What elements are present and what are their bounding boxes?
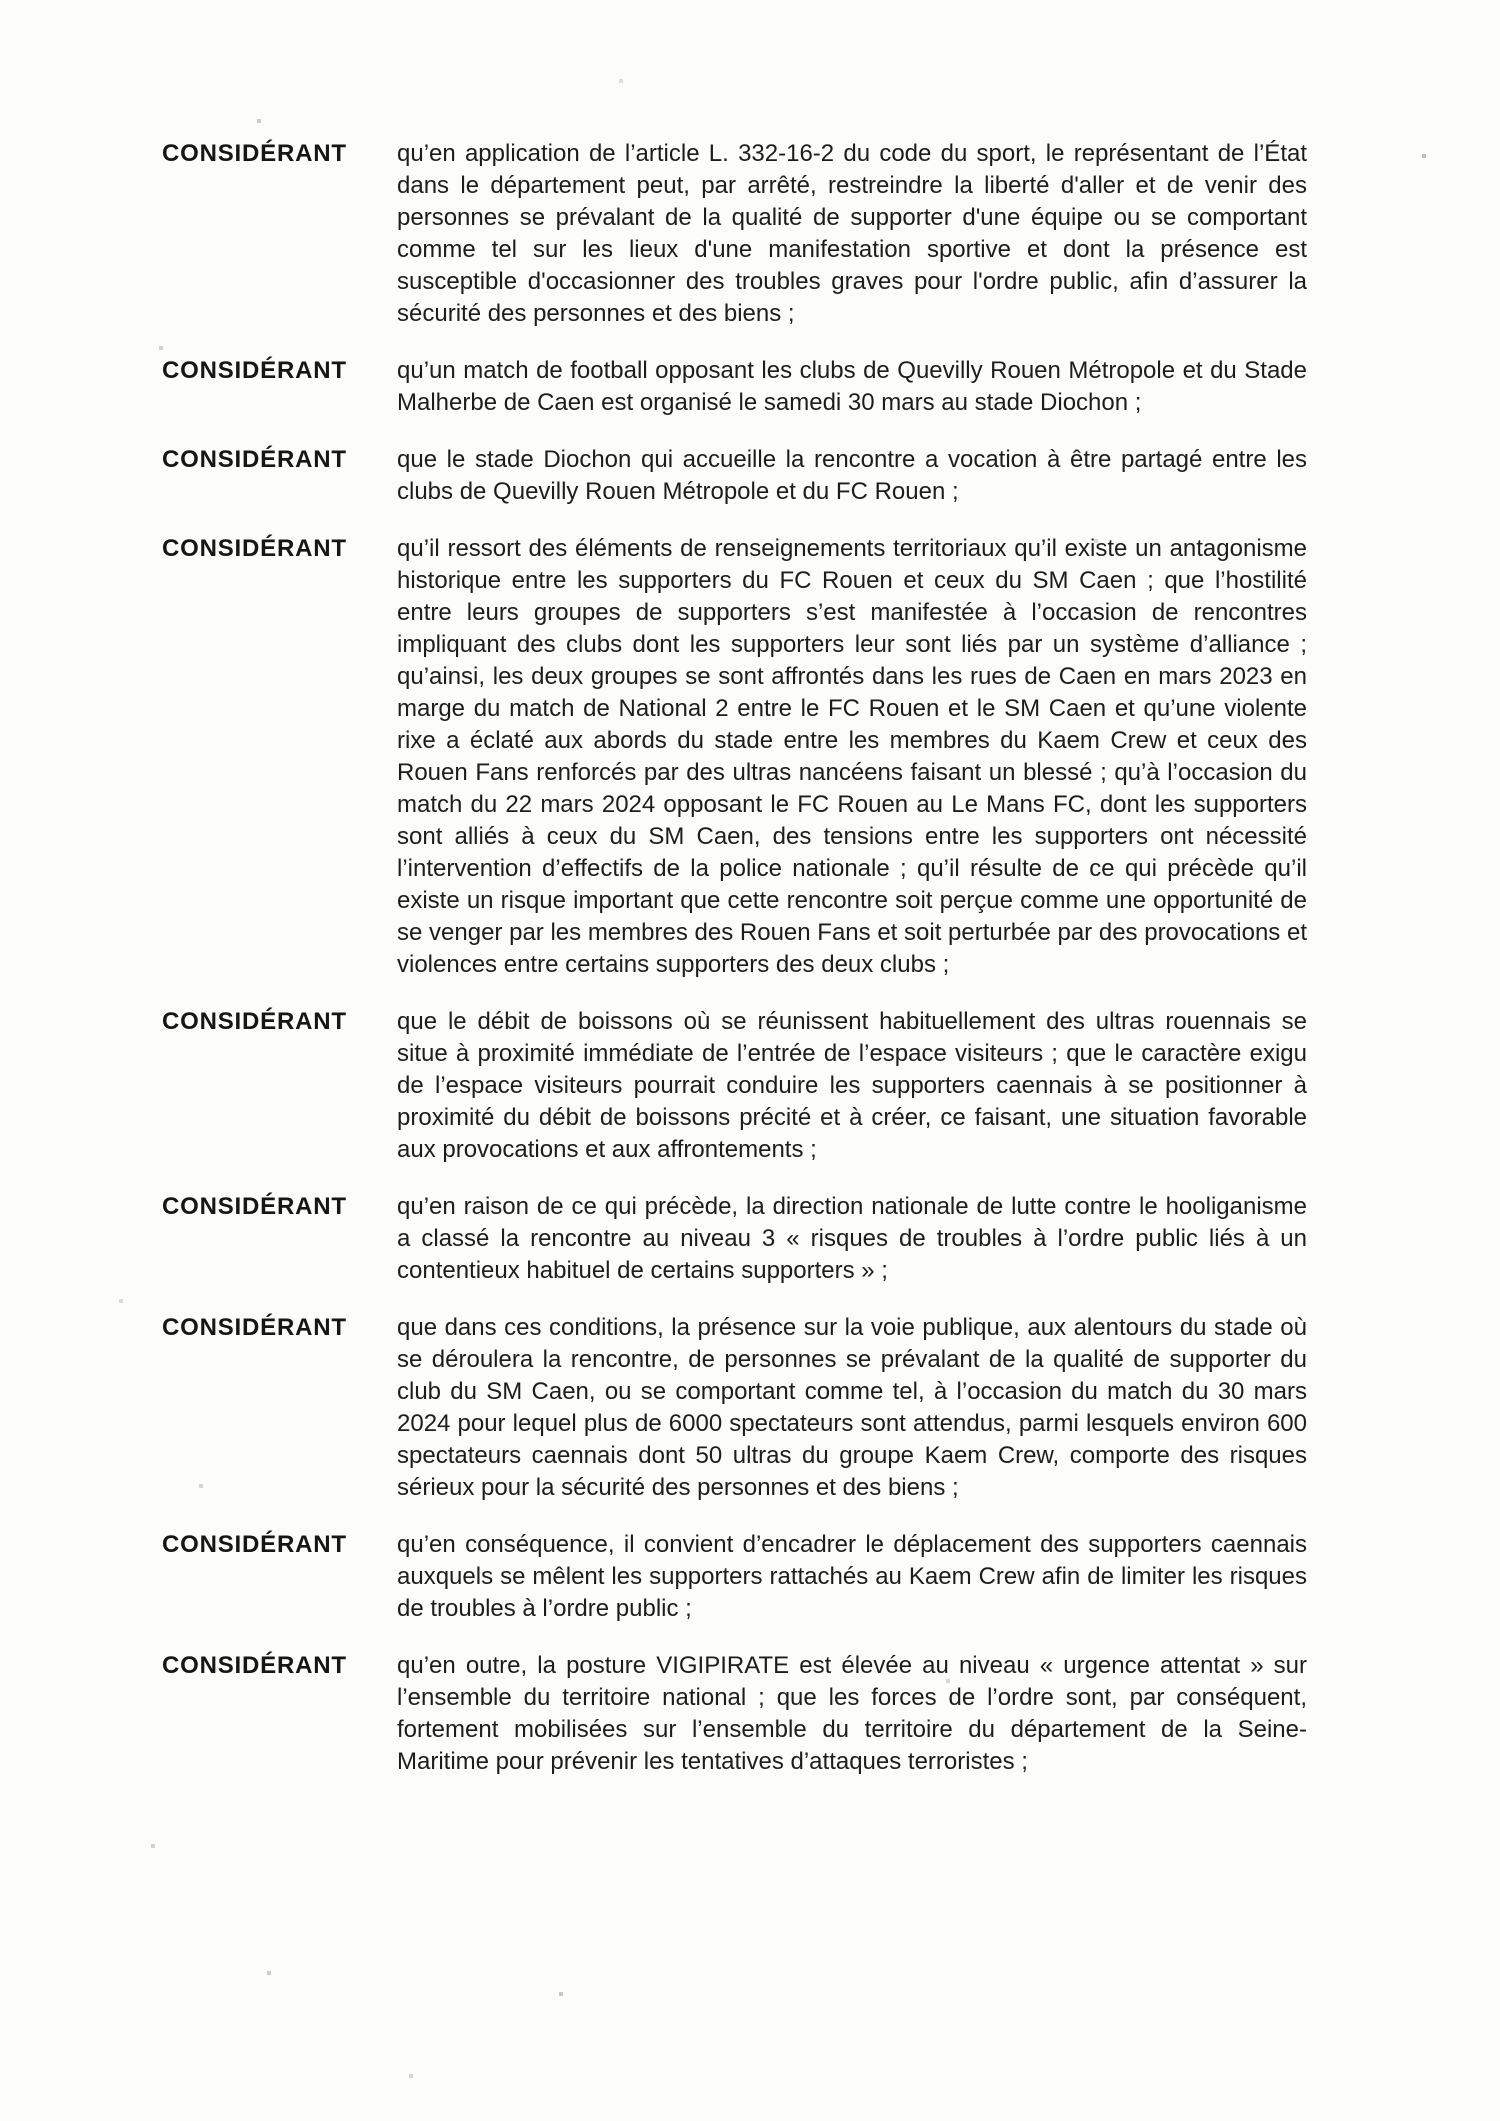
considerant-body: qu’en application de l’article L. 332-16-2 du code du sport, le représentant de l’État dans le département peut, par arrêté, restreindre la liberté d'aller et de venir des personnes se prévalant de la qualité de supporter d'une équipe ou se comportant comme tel sur les lieux d'une manifestation sportive et dont la présence est susceptible d'occasionner des troubles graves pour l'ordre public, afin d’assurer la sécurité des personnes et des biens ; [397,140,1307,327]
considerant-body: que dans ces conditions, la présence sur la voie publique, aux alentours du stade où se déroulera la rencontre, de personnes se prévalant de la qualité de supporter du club du SM Caen, ou se comportant comme tel, à l’occasion du match du 30 mars 2024 pour lequel plus de 6000 spectateurs sont attendus, parmi lesquels environ 600 spectateurs caennais dont 50 ultras du groupe Kaem Crew, comporte des risques sérieux pour la sécurité des personnes et des biens ; [397,1314,1307,1501]
considerant-row-6 [162,1191,1307,1287]
considerant-row-9 [162,1650,1307,1778]
considerant-row-1 [162,138,1307,330]
considerant-body: qu’en outre, la posture VIGIPIRATE est élevée au niveau « urgence attentat » sur l’ensemble du territoire national ; que les forces de l’ordre sont, par conséquent, fortement mobilisées sur l’ensemble du territoire du département de la Seine-Maritime pour prévenir les tentatives d’attaques terroristes ; [397,1652,1307,1775]
considerant-row-8 [162,1529,1307,1625]
considerant-label: CONSIDÉRANT [162,1008,347,1035]
considerant-label: CONSIDÉRANT [162,140,347,167]
considerant-body: qu’un match de football opposant les clubs de Quevilly Rouen Métropole et du Stade Malherbe de Caen est organisé le samedi 30 mars au stade Diochon ; [397,357,1307,416]
considerant-label: CONSIDÉRANT [162,1652,347,1679]
considerant-body: qu’en raison de ce qui précède, la direction nationale de lutte contre le hooliganisme a classé la rencontre au niveau 3 « risques de troubles à l’ordre public liés à un contentieux habituel de certains supporters » ; [397,1193,1307,1284]
considerant-label: CONSIDÉRANT [162,1531,347,1558]
considerant-body: qu’il ressort des éléments de renseignements territoriaux qu’il existe un antagonisme historique entre les supporters du FC Rouen et ceux du SM Caen ; que l’hostilité entre leurs groupes de supporters s’est manifestée à l’occasion de rencontres impliquant des clubs dont les supporters leur sont liés par un système d’alliance ; qu’ainsi, les deux groupes se sont affrontés dans les rues de Caen en mars 2023 en marge du match de National 2 entre le FC Rouen et le SM Caen et qu’une violente rixe a éclaté aux abords du stade entre les membres du Kaem Crew et ceux des Rouen Fans renforcés par des ultras nancéens faisant un blessé ; qu’à l’occasion du match du 22 mars 2024 opposant le FC Rouen au Le Mans FC, dont les supporters sont alliés à ceux du SM Caen, des tensions entre les supporters ont nécessité l’intervention d’effectifs de la police nationale ; qu’il résulte de ce qui précède qu’il existe un risque important que cette rencontre soit perçue comme une opportunité de se venger par les membres des Rouen Fans et soit perturbée par des provocations et violences entre certains supporters des deux clubs ; [397,535,1307,978]
considerant-body: que le débit de boissons où se réunissent habituellement des ultras rouennais se situe à proximité immédiate de l’entrée de l’espace visiteurs ; que le caractère exigu de l’espace visiteurs pourrait conduire les supporters caennais à se positionner à proximité du débit de boissons précité et à créer, ce faisant, une situation favorable aux provocations et aux affrontements ; [397,1008,1307,1163]
considerant-row-5 [162,1006,1307,1166]
considerant-row-7 [162,1312,1307,1504]
considerant-body: qu’en conséquence, il convient d’encadrer le déplacement des supporters caennais auxquels se mêlent les supporters rattachés au Kaem Crew afin de limiter les risques de troubles à l’ordre public ; [397,1531,1307,1622]
considerant-label: CONSIDÉRANT [162,446,347,473]
considerant-label: CONSIDÉRANT [162,1193,347,1220]
considerant-label: CONSIDÉRANT [162,1314,347,1341]
considerant-label: CONSIDÉRANT [162,357,347,384]
considerant-row-4 [162,533,1307,981]
scan-noise-specks [0,0,2,2]
considerant-row-2 [162,355,1307,419]
considerant-row-3 [162,444,1307,508]
considerant-label: CONSIDÉRANT [162,535,347,562]
document-content [162,138,1307,1803]
considerant-body: que le stade Diochon qui accueille la rencontre a vocation à être partagé entre les clubs de Quevilly Rouen Métropole et du FC Rouen ; [397,446,1307,505]
